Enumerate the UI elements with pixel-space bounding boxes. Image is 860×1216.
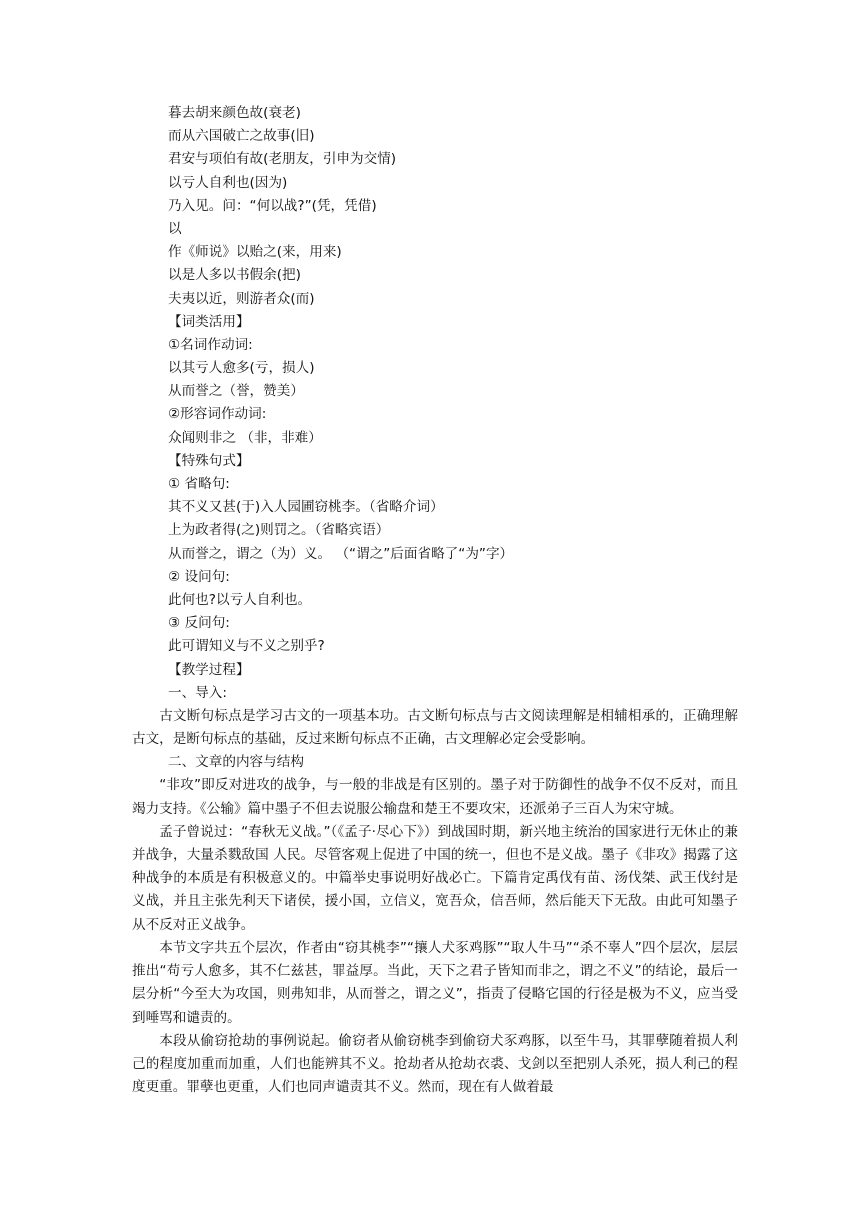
text-line: 君安与项伯有故(老朋友，引申为交情) [168,151,397,168]
text-line: 以 [168,220,182,237]
text-line: 暮去胡来颜色故(衰老) [168,105,301,121]
text-line: 作《师说》以贻之(来，用来) [168,244,342,261]
text-line: 而从六国破亡之故事(旧) [168,128,315,145]
text-line: 众闻则非之 （非，非难） [168,429,322,446]
paragraph: 古文断句标点是学习古文的一项基本功。古文断句标点与古文阅读理解是相辅相承的，正确理解古文，是断句标点的基础，反过来断句标点不正确，古文理解必定会受影响。 [132,707,738,748]
section-heading: 二、文章的内容与结构 [168,754,304,771]
paragraph: 本段从偷窃抢劫的事例说起。偷窃者从偷窃桃李到偷窃犬豕鸡豚，以至牛马，其罪孽随着损人利己的程度加重而加重，人们也能辨其不义。抢劫者从抢劫衣裘、戈剑以至把别人杀死，损人利己的程度更重。罪孽也更重，人们也同声谴责其不义。然而，现在有人做着最 [132,1032,738,1096]
text-line: 一、导入: [168,684,227,701]
text-line: ③ 反问句: [168,615,230,632]
paragraph: 本节文字共五个层次，作者由“窃其桃李”“攘人犬豕鸡豚”“取人牛马”“杀不辜人”四个层次，层层推出“苟亏人愈多，其不仁兹甚，罪益厚。当此，天下之君子皆知而非之，谓之不义”的结论，最后一层分析“今至大为攻国，则弗知非，从而誉之，谓之义”，指责了侵略它国的行径是极为不义，应当受到唾骂和谴责的。 [132,939,738,1026]
text-line: 夫夷以近，则游者众(而) [168,290,315,307]
section-heading: 【教学过程】 [168,661,250,678]
text-line: 从而誉之（誉，赞美） [168,383,304,400]
text-line: 上为政者得(之)则罚之。（省略宾语） [168,522,390,539]
text-line: ① 省略句: [168,476,230,492]
text-line: ①名词作动词: [168,336,253,353]
text-line: 其不义又甚(于)入人园圃窃桃李。（省略介词） [168,499,444,516]
text-line: 以其亏人愈多(亏，损人) [168,360,315,377]
text-line: 从而誉之，谓之（为）义。 （“谓之”后面省略了“为”字） [168,545,514,562]
text-line: 以是人多以书假余(把) [168,267,301,284]
text-line: ② 设问句: [168,568,230,585]
paragraph: 孟子曾说过：“春秋无义战。”（《孟子·尽心下》）到战国时期，新兴地主统治的国家进行无休止的兼并战争，大量杀戮敌国 人民。尽管客观上促进了中国的统一，但也不是义战。墨子《非攻》揭露了这种战争的本质是有积极意义的。中篇举史事说明好战必亡。下篇肯定禹伐有苗、汤伐桀、武王伐纣是义战，并且主张先利天下诸侯，援小国，立信义，宽吾众，信吾师，然后能天下无敌。由此可知墨子从不反对正义战争。 [132,823,738,933]
text-line: 此可谓知义与不义之别乎? [168,638,325,655]
section-heading: 【特殊句式】 [168,452,250,469]
text-line: 乃入见。问：“何以战?”(凭，凭借) [168,197,377,214]
paragraph: “非攻”即反对进攻的战争，与一般的非战是有区别的。墨子对于防御性的战争不仅不反对，而且竭力支持。《公输》篇中墨子不但去说服公输盘和楚王不要攻宋，还派弟子三百人为宋守城。 [132,777,738,817]
section-heading: 【词类活用】 [168,313,250,330]
text-line: 以亏人自利也(因为) [168,174,288,191]
text-line: ②形容词作动词: [168,406,267,423]
text-line: 此何也?以亏人自利也。 [168,591,312,608]
document-page [132,102,738,1099]
